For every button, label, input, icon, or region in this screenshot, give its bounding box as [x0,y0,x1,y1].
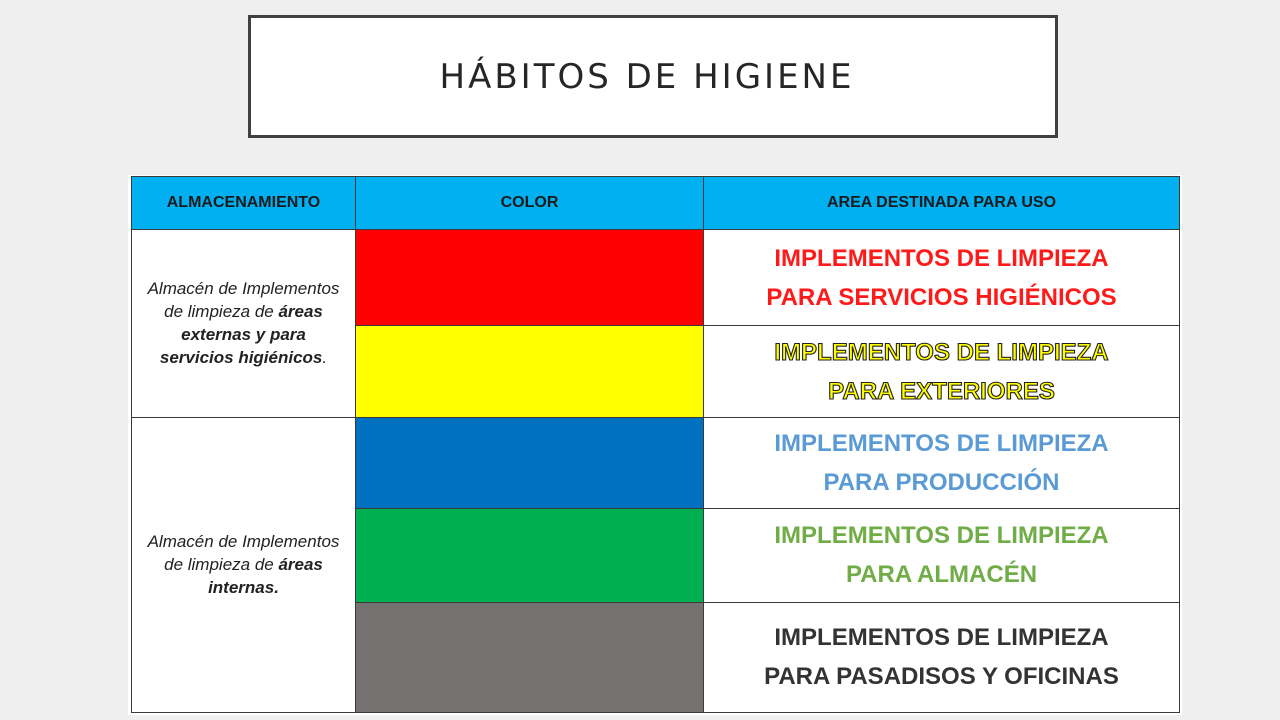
storage-text: Almacén de Implementos de limpieza de [147,532,340,575]
storage-text-end: . [322,348,328,368]
color-swatch-gray [356,602,704,712]
table-row [132,417,1180,508]
color-fill [356,603,703,712]
area-line-1: IMPLEMENTOS DE LIMPIEZA [774,244,1109,272]
area-line-2: PARA ALMACÉN [845,561,1038,589]
header-area: AREA DESTINADA PARA USO [704,177,1180,230]
color-fill [356,230,703,325]
area-line-2: PARA EXTERIORES [828,377,1055,405]
area-cell [704,230,1180,326]
color-swatch-blue [356,417,704,508]
header-color: COLOR [356,177,704,230]
area-cell [704,417,1180,508]
header-storage: ALMACENAMIENTO [132,177,356,230]
area-line-1: IMPLEMENTOS DE LIMPIEZA [774,624,1109,652]
color-fill [356,418,703,508]
color-code-table-image [128,175,1182,715]
area-line-2: PARA SERVICIOS HIGIÉNICOS [766,283,1117,311]
header-row [132,177,1180,230]
area-cell [704,602,1180,712]
title-box [248,15,1058,138]
storage-text: Almacén de Implementos de limpieza de [147,279,340,322]
area-line-2: PARA PASADISOS Y OFICINAS [764,663,1119,691]
storage-cell-internal [132,417,356,712]
color-code-table [131,176,1180,713]
color-fill [356,509,703,601]
storage-text-bold: áreas externas y para servicios higiénicos [159,302,323,368]
color-swatch-green [356,509,704,602]
area-cell [704,509,1180,602]
area-line-1: IMPLEMENTOS DE LIMPIEZA [774,522,1109,550]
storage-cell-external [132,230,356,418]
area-cell [704,326,1180,417]
area-line-2: PARA PRODUCCIÓN [823,468,1060,496]
color-fill [356,326,703,416]
area-line-1: IMPLEMENTOS DE LIMPIEZA [774,429,1109,457]
area-line-1: IMPLEMENTOS DE LIMPIEZA [774,338,1109,366]
color-swatch-yellow [356,326,704,417]
slide-title: HÁBITOS DE HIGIENE [439,56,855,97]
color-swatch-red [356,230,704,326]
storage-text-bold: áreas internas. [208,555,323,598]
table-row [132,230,1180,326]
